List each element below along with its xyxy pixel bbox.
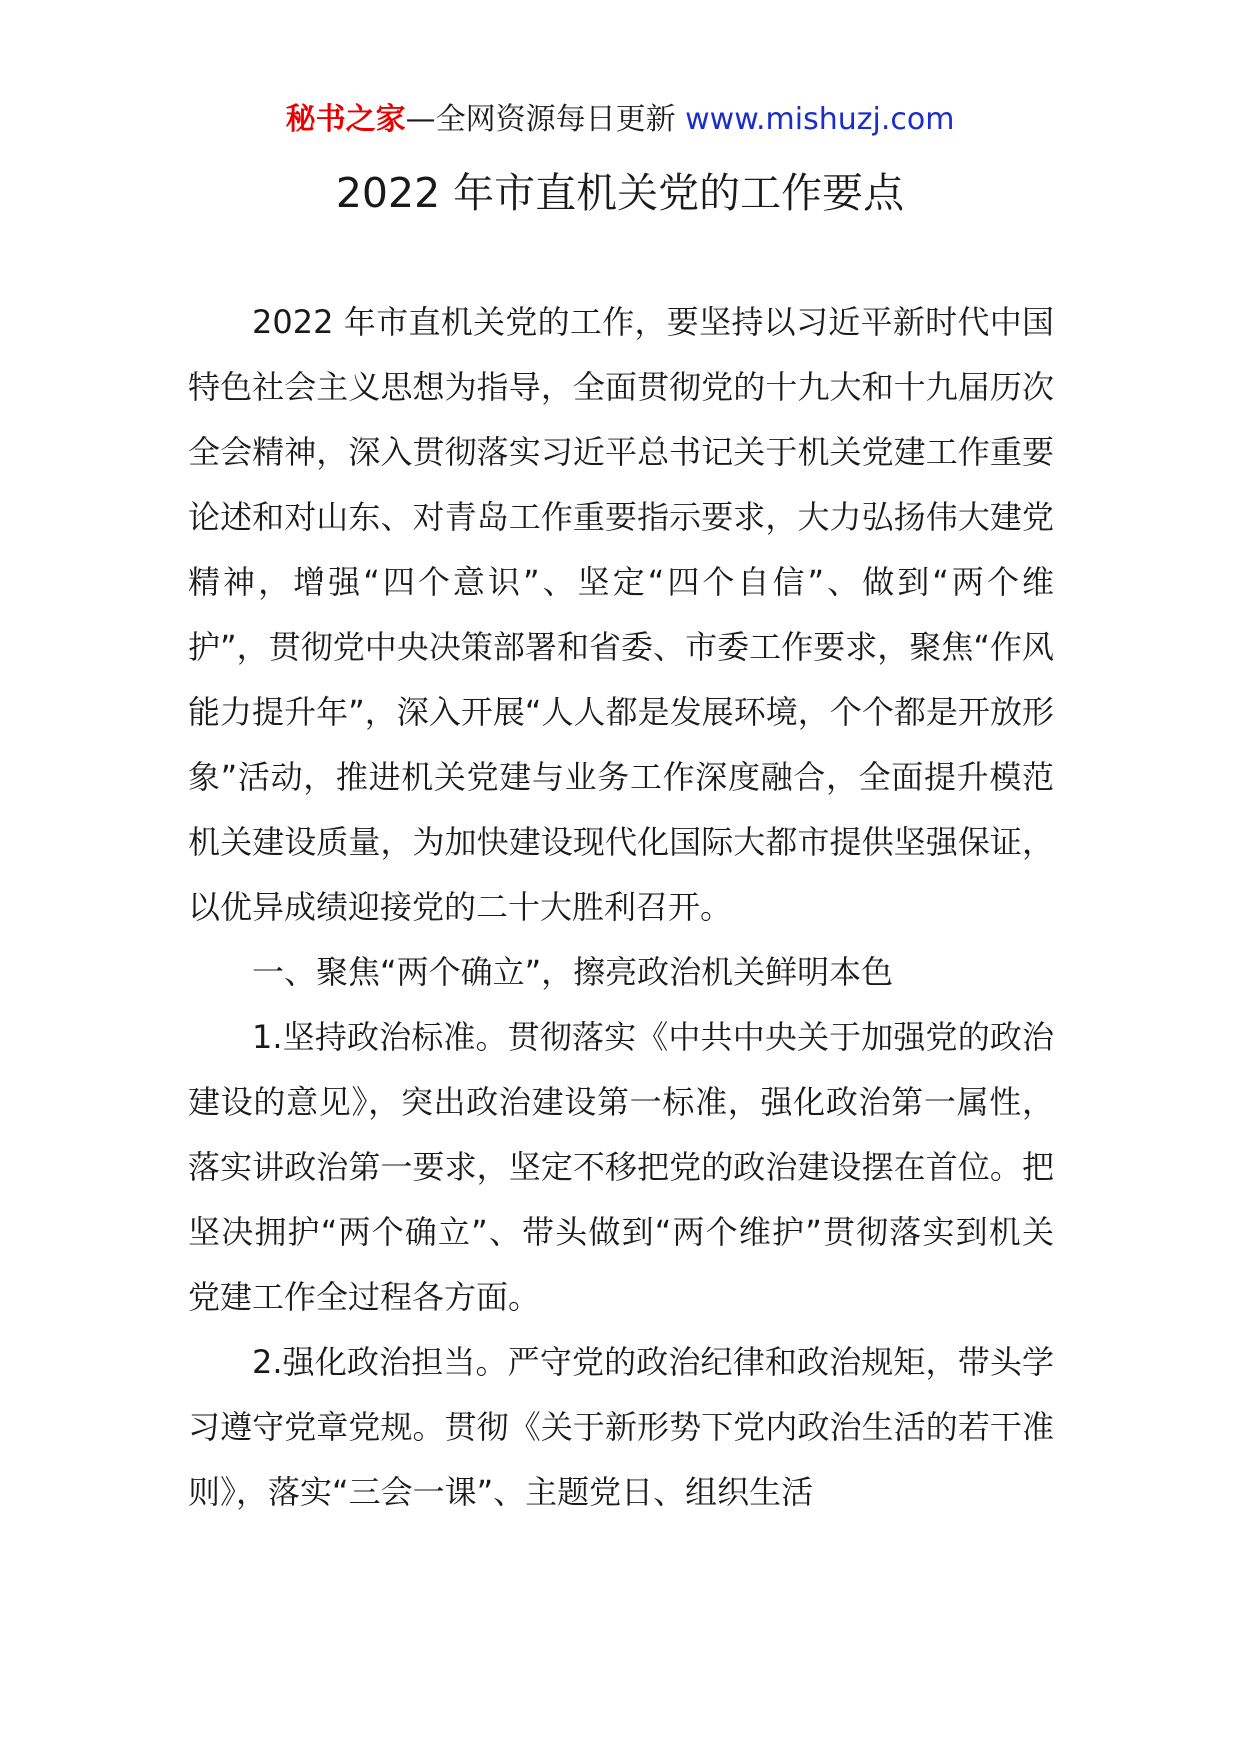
site-url-link[interactable]: www.mishuzj.com (685, 102, 955, 137)
brand-name: 秘书之家 (285, 102, 406, 137)
document-body (188, 290, 1054, 1525)
document-title: 2022 年市直机关党的工作要点 (335, 169, 905, 217)
site-header (0, 100, 1240, 140)
header-tagline: —全网资源每日更新 (405, 102, 676, 137)
item-1-paragraph: 1.坚持政治标准。贯彻落实《中共中央关于加强党的政治建设的意见》，突出政治建设第一标准，强化政治第一属性，落实讲政治第一要求，坚定不移把党的政治建设摆在首位。把坚决拥护“两个确立”、带头做到“两个维护”贯彻落实到机关党建工作全过程各方面。 (188, 1018, 1054, 1316)
intro-paragraph: 2022 年市直机关党的工作，要坚持以习近平新时代中国特色社会主义思想为指导，全面贯彻党的十九大和十九届历次全会精神，深入贯彻落实习近平总书记关于机关党建工作重要论述和对山东、对青岛工作重要指示要求，大力弘扬伟大建党精神，增强“四个意识”、坚定“四个自信”、做到“两个维护”，贯彻党中央决策部署和省委、市委工作要求，聚焦“作风能力提升年”，深入开展“人人都是发展环境，个个都是开放形象”活动，推进机关党建与业务工作深度融合，全面提升模范机关建设质量，为加快建设现代化国际大都市提供坚强保证，以优异成绩迎接党的二十大胜利召开。 (188, 303, 1054, 926)
item-2-paragraph: 2.强化政治担当。严守党的政治纪律和政治规矩，带头学习遵守党章党规。贯彻《关于新形势下党内政治生活的若干准则》，落实“三会一课”、主题党日、组织生活 (188, 1343, 1054, 1511)
section-1-heading: 一、聚焦“两个确立”，擦亮政治机关鲜明本色 (252, 953, 894, 991)
